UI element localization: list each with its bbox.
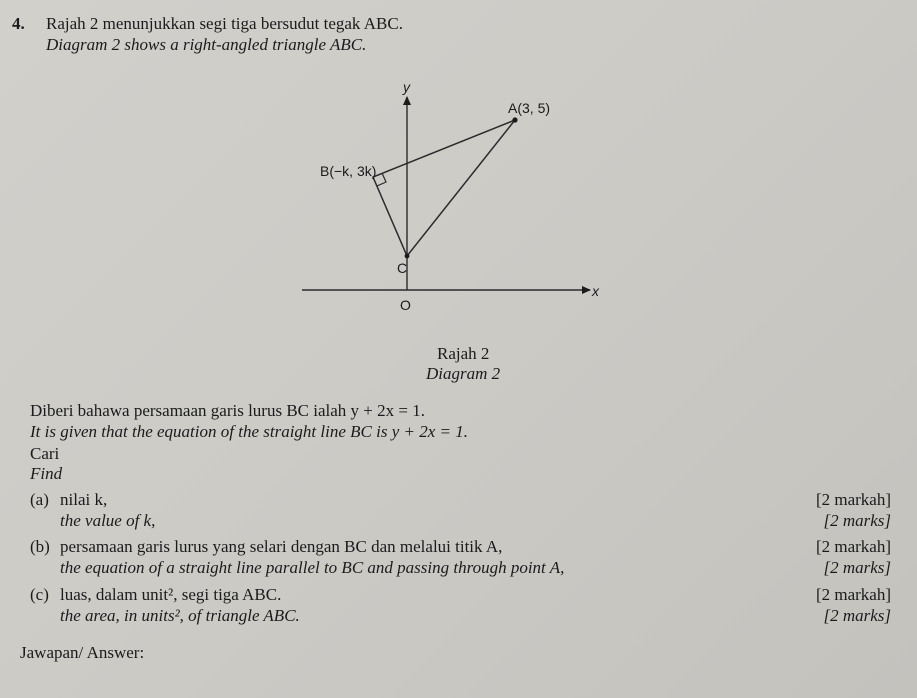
point-c-label: C [397, 260, 408, 276]
given-en: It is given that the equation of the straight line BC is y + 2x = 1. [30, 422, 468, 441]
part-b-marks-en: [2 marks] [823, 558, 891, 577]
origin-label: O [400, 297, 411, 313]
part-a-marks-ms: [2 markah] [815, 490, 891, 509]
question-number: 4. [12, 14, 25, 33]
part-c-marks-ms: [2 markah] [815, 585, 891, 604]
point-a-dot [512, 117, 517, 122]
part-a-en: the value of k, [60, 511, 156, 530]
diagram-caption-en: Diagram 2 [426, 364, 501, 383]
part-a-marks-en: [2 marks] [823, 511, 891, 530]
part-b-ms: persamaan garis lurus yang selari dengan BC dan melalui titik A, [60, 537, 503, 556]
part-b-marks-ms: [2 markah] [815, 537, 891, 556]
find-ms: Cari [30, 444, 60, 463]
triangle-abc [373, 120, 515, 256]
part-c-en: the area, in units², of triangle ABC. [60, 606, 300, 625]
point-c-dot [405, 254, 410, 259]
part-b-en: the equation of a straight line parallel to BC and passing through point A, [60, 558, 565, 577]
part-c-label: (c) [30, 585, 49, 604]
question-title-ms: Rajah 2 menunjukkan segi tiga bersudut tegak ABC. [46, 14, 403, 33]
point-b-label: B(−k, 3k) [320, 163, 377, 179]
part-b-label: (b) [30, 537, 50, 556]
part-c-ms: luas, dalam unit², segi tiga ABC. [60, 585, 282, 604]
diagram-caption-ms: Rajah 2 [437, 344, 490, 363]
question-title-en: Diagram 2 shows a right-angled triangle ABC. [46, 35, 367, 54]
answer-label: Jawapan/ Answer: [20, 643, 145, 662]
find-en: Find [30, 464, 63, 483]
point-a-label: A(3, 5) [508, 100, 551, 116]
x-axis-label: x [592, 283, 599, 299]
y-axis-label: y [403, 79, 410, 95]
triangle-diagram [290, 75, 620, 325]
part-a-label: (a) [30, 490, 49, 509]
part-c-marks-en: [2 marks] [823, 606, 891, 625]
part-a-ms: nilai k, [60, 490, 108, 509]
given-ms: Diberi bahawa persamaan garis lurus BC ialah y + 2x = 1. [30, 401, 425, 420]
